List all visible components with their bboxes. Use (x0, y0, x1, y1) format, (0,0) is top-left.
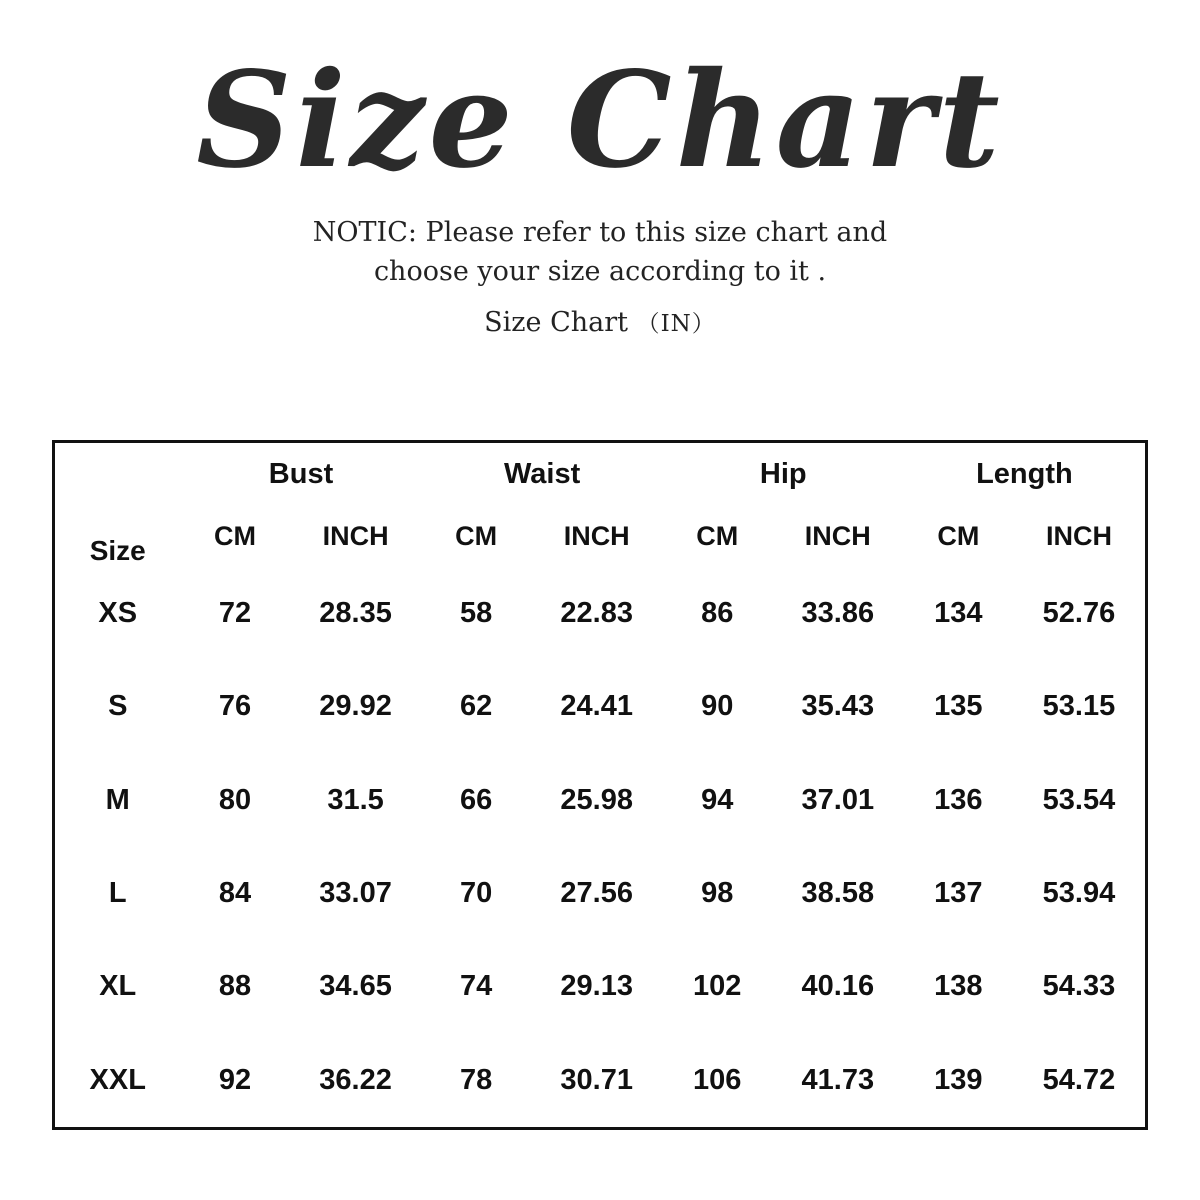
cell-hip-cm: 106 (693, 1063, 742, 1096)
cell-waist-cm: 62 (460, 690, 493, 723)
cell-waist-inch: 30.71 (560, 1063, 633, 1096)
unit-header-waist-inch: INCH (563, 520, 630, 551)
cell-waist-cm: 70 (460, 877, 493, 910)
cell-hip-cm: 90 (701, 690, 734, 723)
table-row (55, 567, 1145, 660)
measurement-header-row (55, 443, 1145, 505)
cell-waist-cm: 58 (460, 597, 493, 630)
cell-bust-cm: 84 (218, 877, 252, 910)
cell-hip-cm: 102 (693, 970, 742, 1003)
cell-bust-cm: 88 (218, 970, 252, 1003)
size-table-head (55, 443, 1145, 567)
column-header-hip: Hip (759, 457, 807, 490)
cell-hip-cm: 94 (701, 783, 734, 816)
cell-length-inch: 53.15 (1042, 690, 1116, 723)
cell-length-inch: 52.76 (1042, 597, 1116, 630)
cell-waist-cm: 78 (460, 1063, 493, 1096)
cell-bust-cm: 92 (218, 1063, 252, 1096)
cell-hip-inch: 40.16 (801, 970, 875, 1003)
cell-bust-cm: 76 (218, 690, 252, 723)
unit-header-length-cm: CM (937, 520, 980, 551)
unit-header-bust-inch: INCH (322, 520, 389, 551)
cell-waist-inch: 25.98 (560, 783, 633, 816)
cell-bust-inch: 29.92 (319, 690, 392, 723)
cell-bust-inch: 31.5 (327, 783, 384, 816)
unit-header-bust-cm: CM (214, 520, 257, 551)
cell-hip-inch: 33.86 (801, 597, 875, 630)
table-row (55, 1034, 1145, 1127)
column-header-length: Length (976, 457, 1073, 490)
cell-waist-inch: 24.41 (560, 690, 633, 723)
cell-waist-inch: 27.56 (560, 877, 633, 910)
column-header-bust: Bust (268, 457, 334, 490)
column-header-size: Size (89, 535, 146, 566)
cell-bust-inch: 34.65 (319, 970, 392, 1003)
column-header-waist: Waist (503, 457, 581, 490)
cell-length-cm: 138 (934, 970, 983, 1003)
cell-hip-cm: 98 (701, 877, 734, 910)
table-row (55, 754, 1145, 847)
row-size-label: L (108, 877, 127, 910)
unit-header-length-inch: INCH (1045, 520, 1112, 551)
cell-hip-cm: 86 (701, 597, 734, 630)
table-row (55, 847, 1145, 940)
row-size-label: M (105, 783, 130, 816)
cell-length-inch: 54.33 (1042, 970, 1116, 1003)
cell-length-cm: 134 (934, 597, 983, 630)
cell-hip-inch: 37.01 (801, 783, 875, 816)
row-size-label: XS (98, 597, 138, 630)
cell-hip-inch: 35.43 (801, 690, 875, 723)
row-size-label: XXL (89, 1063, 146, 1096)
cell-length-cm: 136 (934, 783, 983, 816)
cell-length-inch: 54.72 (1042, 1063, 1116, 1096)
cell-hip-inch: 38.58 (801, 877, 875, 910)
row-size-label: XL (99, 970, 137, 1003)
table-row (55, 660, 1145, 753)
cell-bust-inch: 36.22 (319, 1063, 392, 1096)
cell-waist-inch: 22.83 (560, 597, 633, 630)
page-title: Size Chart (196, 43, 1004, 198)
cell-waist-cm: 66 (460, 783, 493, 816)
unit-header-waist-cm: CM (455, 520, 498, 551)
cell-length-cm: 137 (934, 877, 983, 910)
cell-bust-inch: 33.07 (319, 877, 392, 910)
row-size-label: S (108, 690, 128, 723)
cell-waist-cm: 74 (460, 970, 493, 1003)
notice-block (0, 213, 1200, 291)
notice-line-2: choose your size according to it . (373, 255, 827, 287)
unit-header-row (55, 505, 1145, 567)
size-table (55, 443, 1145, 1127)
unit-header-hip-cm: CM (696, 520, 739, 551)
chart-subtitle-text: Size Chart (484, 306, 628, 338)
cell-length-cm: 135 (934, 690, 983, 723)
cell-hip-inch: 41.73 (801, 1063, 875, 1096)
cell-length-inch: 53.94 (1042, 877, 1116, 910)
cell-length-inch: 53.54 (1042, 783, 1116, 816)
cell-waist-inch: 29.13 (560, 970, 633, 1003)
table-row (55, 940, 1145, 1033)
cell-bust-inch: 28.35 (319, 597, 392, 630)
cell-length-cm: 139 (934, 1063, 983, 1096)
size-table-container (52, 440, 1148, 1130)
chart-subtitle-unit: （IN） (636, 310, 716, 337)
notice-line-1: NOTIC: Please refer to this size chart and (312, 216, 888, 248)
unit-header-hip-inch: INCH (804, 520, 871, 551)
cell-bust-cm: 80 (218, 783, 252, 816)
chart-subtitle (0, 305, 1200, 338)
cell-bust-cm: 72 (218, 597, 252, 630)
size-table-body (55, 567, 1145, 1127)
